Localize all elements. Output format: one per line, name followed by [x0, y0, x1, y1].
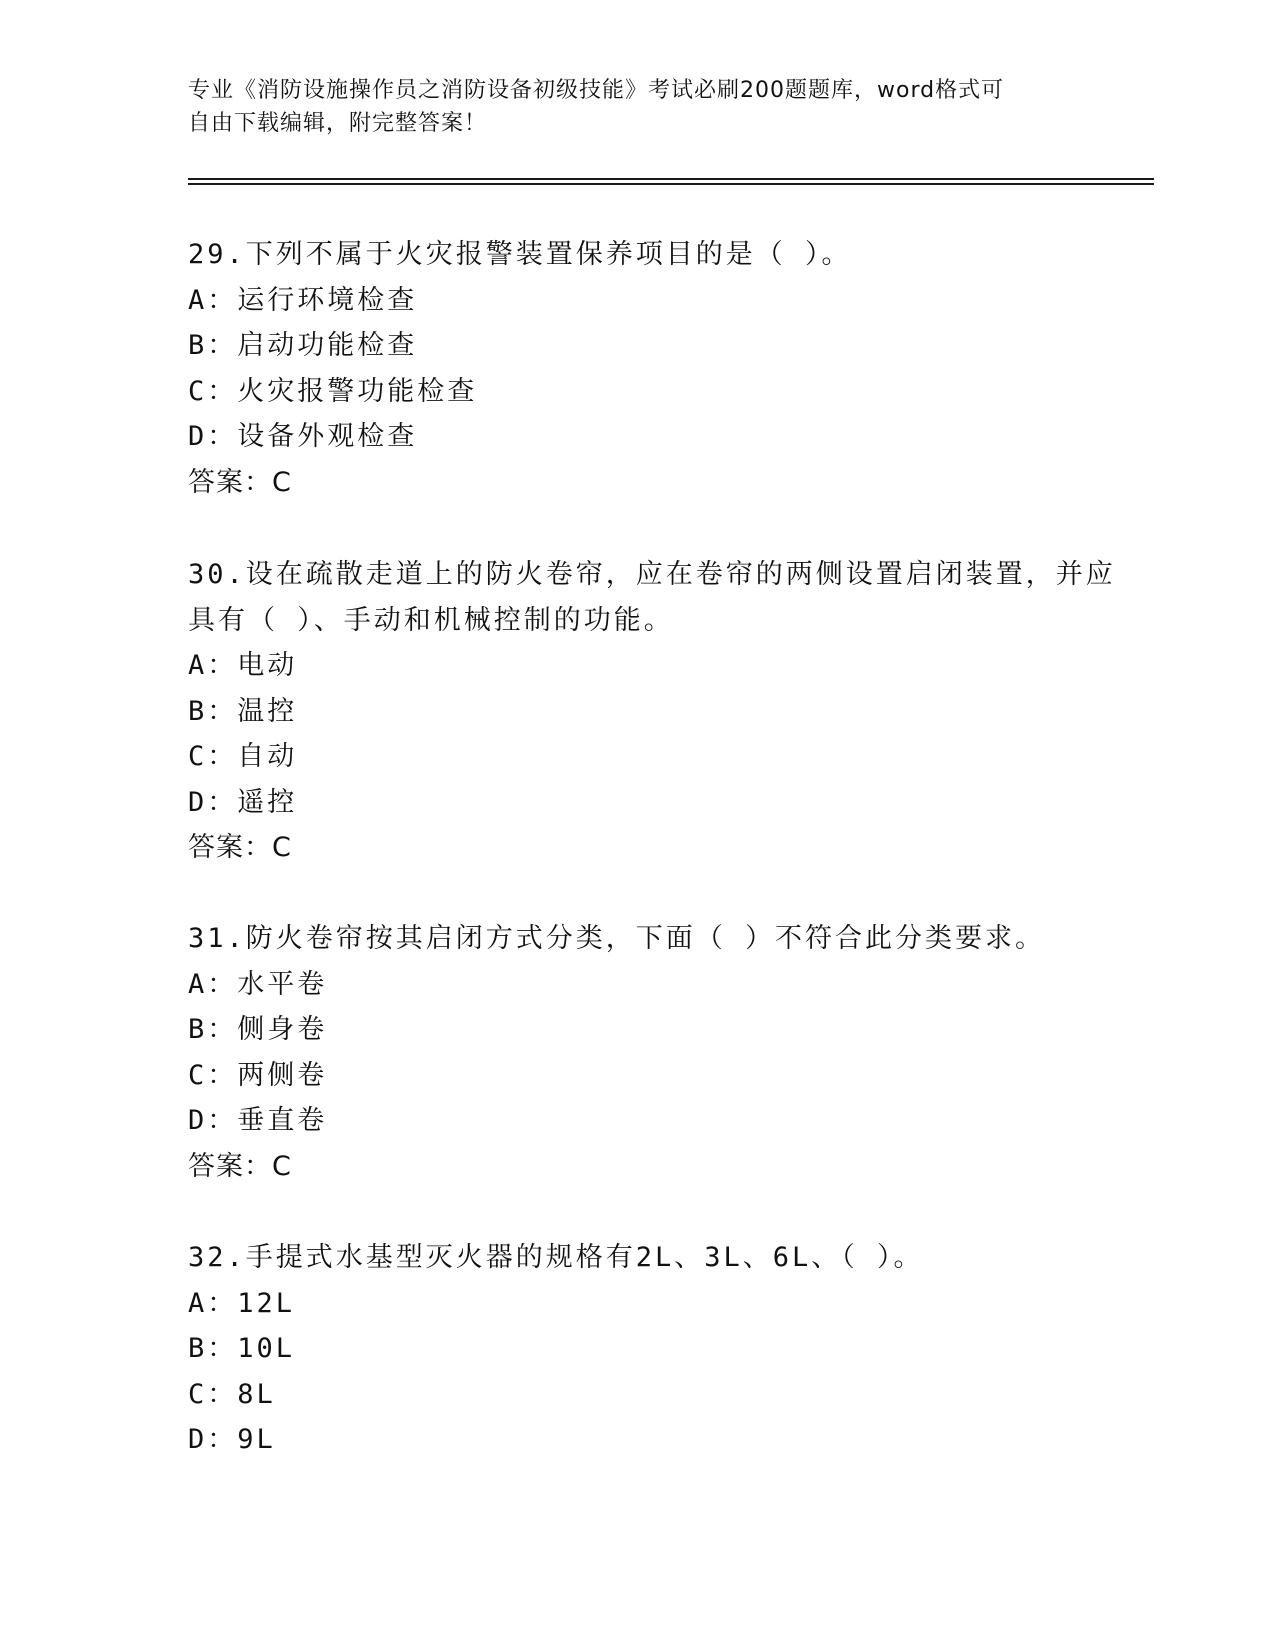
option-b: B：10L: [188, 1333, 296, 1364]
answer: 答案：C: [188, 1150, 292, 1182]
answer: 答案：C: [188, 466, 292, 498]
question-stem-continuation: 具有（ ）、手动和机械控制的功能。: [188, 604, 674, 636]
option-a: A：运行环境检查: [188, 284, 418, 316]
option-d: D：9L: [188, 1424, 276, 1455]
question-block: [188, 232, 1088, 505]
question-block: [188, 1235, 1088, 1463]
header-line: 专业《消防设施操作员之消防设备初级技能》考试必刷200题题库，word格式可: [188, 78, 1005, 103]
question-stem: 30.设在疏散走道上的防火卷帘，应在卷帘的两侧设置启闭装置，并应: [188, 559, 1116, 590]
question-stem: 29.下列不属于火灾报警装置保养项目的是（ ）。: [188, 239, 852, 270]
question-block: [188, 916, 1088, 1189]
header-divider: [188, 178, 1154, 180]
option-a: A：电动: [188, 650, 298, 681]
option-b: B：温控: [188, 695, 298, 727]
question-block: [188, 552, 1116, 871]
document-header: [188, 74, 1088, 140]
option-b: B：启动功能检查: [188, 330, 418, 361]
option-d: D：设备外观检查: [188, 421, 418, 452]
answer: 答案：C: [188, 832, 292, 863]
header-divider: [188, 183, 1154, 185]
option-c: C：8L: [188, 1378, 276, 1410]
question-stem: 32.手提式水基型灭火器的规格有2L、3L、6L、（ ）。: [188, 1242, 924, 1273]
option-a: A：12L: [188, 1287, 296, 1319]
option-a: A：水平卷: [188, 968, 328, 1000]
option-c: C：两侧卷: [188, 1059, 328, 1091]
option-c: C：火灾报警功能检查: [188, 375, 478, 407]
question-stem: 31.防火卷帘按其启闭方式分类，下面（ ）不符合此分类要求。: [188, 923, 1046, 954]
option-d: D：遥控: [188, 786, 298, 818]
option-c: C：自动: [188, 741, 298, 772]
option-b: B：侧身卷: [188, 1014, 328, 1045]
option-d: D：垂直卷: [188, 1105, 328, 1136]
header-line: 自由下载编辑，附完整答案！: [188, 111, 488, 136]
